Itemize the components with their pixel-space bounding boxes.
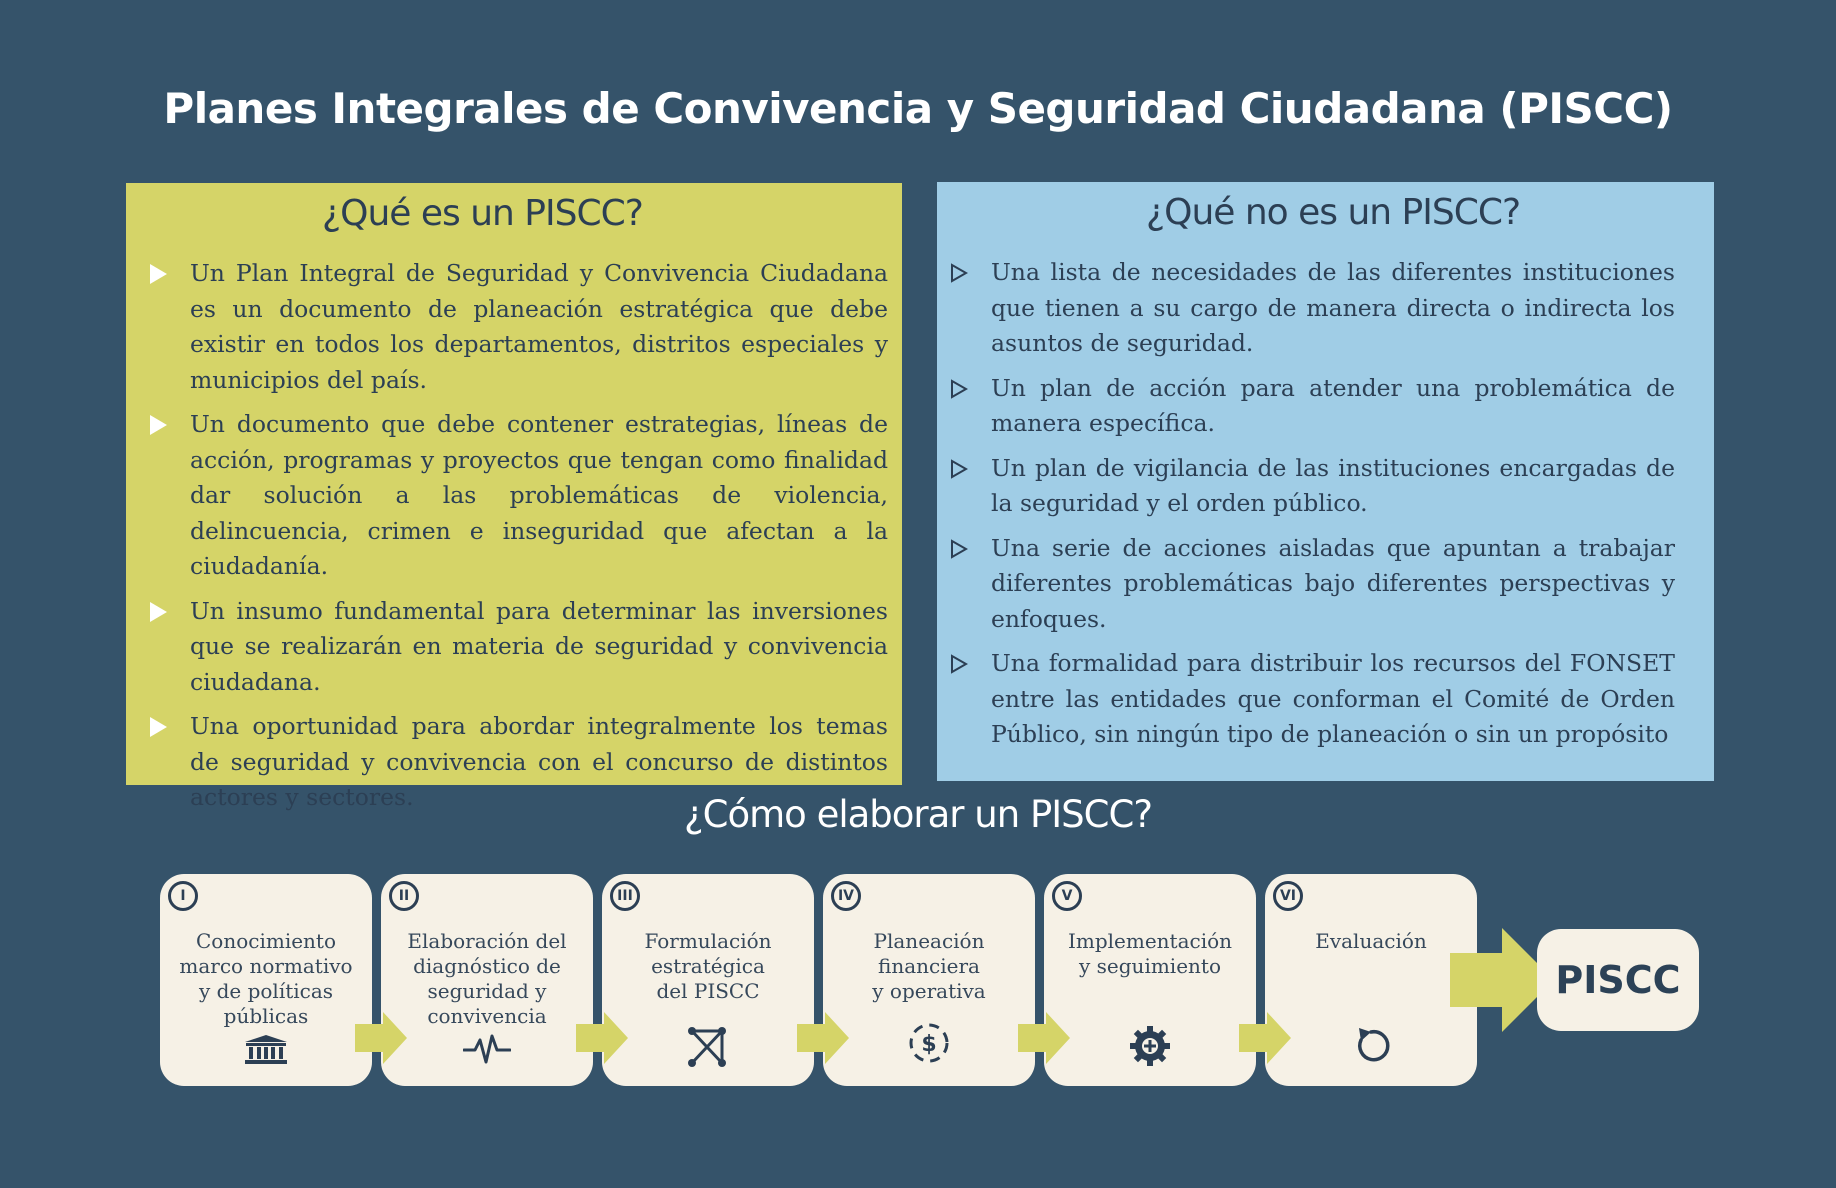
triangle-bullet-icon [150, 264, 167, 284]
step-number: I [168, 881, 198, 911]
que-es-heading: ¿Qué es un PISCC? [322, 193, 643, 234]
step-number: II [389, 881, 419, 911]
svg-text:$: $ [921, 1032, 937, 1057]
triangle-bullet-icon [150, 717, 167, 737]
step-card-1 [160, 874, 372, 1086]
page-title: Planes Integrales de Convivencia y Seguridad Ciudadana (PISCC) [163, 84, 1673, 133]
step-label-line: y de políticas [198, 979, 334, 1003]
step-arrow-icon [576, 1012, 630, 1064]
que-no-es-panel [937, 182, 1714, 781]
item-text: Una formalidad para distribuir los recursos del FONSET entre las entidades que conforman el Comité de Orden Público, sin ningún tipo de planeación o sin un propósito [991, 649, 1675, 748]
list-item [937, 451, 1707, 522]
list-item [126, 407, 896, 585]
item-text: Una lista de necesidades de las diferentes instituciones que tienen a su cargo de manera directa o indirecta los asuntos de seguridad. [991, 258, 1675, 357]
step-card-4 [823, 874, 1035, 1086]
step-card-2 [381, 874, 593, 1086]
list-item [126, 594, 896, 701]
step-number: IV [831, 881, 861, 911]
item-text: Una oportunidad para abordar integralmente los temas de seguridad y convivencia con el concurso de distintos actores y sectores. [190, 712, 888, 811]
step-label [829, 929, 1029, 1004]
piscc-result-box: PISCC [1537, 929, 1699, 1031]
step-label [166, 929, 366, 1029]
government-building-icon [243, 1034, 289, 1068]
step-number: VI [1273, 881, 1303, 911]
step-label-line: Elaboración del [407, 929, 567, 953]
step-card-5 [1044, 874, 1256, 1086]
step-label [387, 929, 587, 1029]
step-label-line: seguridad y [427, 979, 547, 1003]
step-label-line: Formulación [644, 929, 772, 953]
step-arrow-icon [1239, 1012, 1293, 1064]
step-arrow-icon [355, 1012, 409, 1064]
item-text: Un plan de vigilancia de las instituciones encargadas de la seguridad y el orden público. [991, 453, 1675, 517]
step-label-line: Conocimiento [195, 929, 337, 953]
triangle-bullet-icon [150, 415, 167, 435]
how-heading: ¿Cómo elaborar un PISCC? [684, 793, 1152, 836]
list-item [937, 531, 1707, 638]
pulse-icon [463, 1032, 511, 1070]
step-label-line: convivencia [427, 1004, 547, 1028]
item-text: Un insumo fundamental para determinar las inversiones que se realizarán en materia de seguridad y convivencia ciudadana. [190, 596, 888, 696]
step-label-line: diagnóstico de [413, 954, 561, 978]
step-arrow-icon [1018, 1012, 1072, 1064]
list-item [937, 255, 1707, 362]
step-card-6 [1265, 874, 1477, 1086]
que-no-es-list [937, 255, 1707, 762]
que-no-es-heading: ¿Qué no es un PISCC? [1146, 192, 1521, 233]
step-number: V [1052, 881, 1082, 911]
step-label-line: y operativa [872, 979, 986, 1003]
item-text: Un Plan Integral de Seguridad y Convivencia Ciudadana es un documento de planeación estratégica que debe existir en todos los departamentos, distritos especiales y municipios del país. [190, 259, 888, 394]
step-label-line: Planeación [873, 929, 985, 953]
list-item [937, 646, 1707, 753]
refresh-icon [1349, 1024, 1393, 1072]
step-number: III [610, 881, 640, 911]
step-label-line: del PISCC [656, 979, 760, 1003]
step-label-line: financiera [878, 954, 980, 978]
step-arrow-icon [797, 1012, 851, 1064]
que-es-panel [126, 183, 902, 811]
list-item [937, 371, 1707, 442]
gear-plus-icon [1128, 1024, 1172, 1072]
strategy-network-icon [687, 1026, 729, 1072]
item-text: Un documento que debe contener estrategias, líneas de acción, programas y proyectos que tengan como finalidad dar solución a las problemáticas de violencia, delincuencia, crimen e inseguridad que afectan a la ciudadanía. [190, 410, 888, 580]
step-label-line: estratégica [651, 954, 765, 978]
item-text: Un plan de acción para atender una problemática de manera específica. [991, 373, 1675, 437]
step-label-line: Evaluación [1315, 929, 1427, 953]
step-label-line: Implementación [1067, 929, 1233, 953]
triangle-bullet-icon [150, 602, 167, 622]
item-text: Una serie de acciones aisladas que apuntan a trabajar diferentes problemáticas bajo diferentes perspectivas y enfoques. [991, 533, 1675, 633]
step-label-line: y seguimiento [1079, 954, 1221, 978]
step-label-line: públicas [223, 1004, 309, 1028]
step-card-3 [602, 874, 814, 1086]
step-label [1050, 929, 1250, 979]
que-es-list [126, 256, 896, 825]
list-item [126, 256, 896, 398]
step-label [608, 929, 808, 1004]
dollar-cycle-icon [906, 1020, 952, 1070]
step-label-line: marco normativo [179, 954, 353, 978]
step-label [1271, 929, 1471, 954]
